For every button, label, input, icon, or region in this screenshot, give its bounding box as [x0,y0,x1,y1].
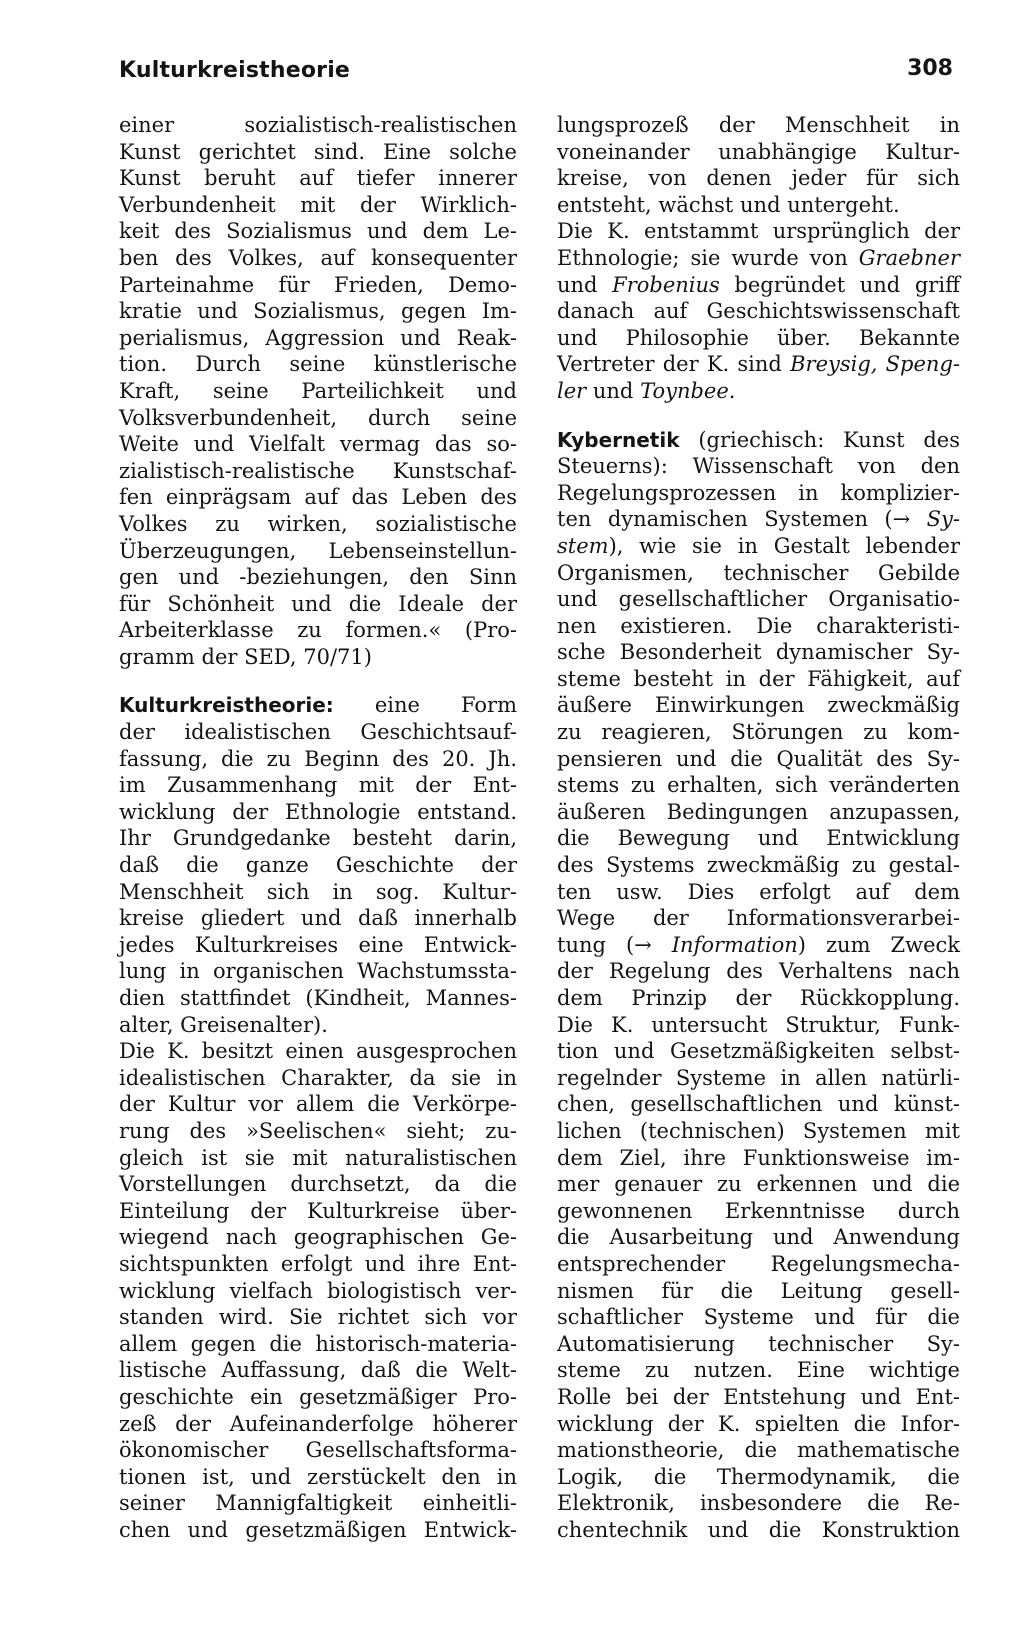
text-line [557,351,960,378]
text-line: Ihr Grundgedanke besteht darin, [119,826,517,851]
text-line: pensieren und die Qualität des Sy- [557,746,960,771]
text-line: ten usw. Dies erfolgt auf dem [557,879,960,904]
text-line: tion und Gesetzmäßigkeiten selbst- [557,1039,960,1064]
text-line: des Systems zweckmäßig zu gestal- [557,853,960,878]
text-line: allem gegen die historisch-materia- [119,1331,517,1356]
text-line: regelnder Systeme in allen natürli- [557,1065,960,1090]
text-fragment: und [592,378,634,403]
text-line: Weite und Vielfalt vermag das so- [119,432,517,457]
text-line: Arbeiterklasse zu formen.« (Pro- [119,618,517,643]
text-fragment: begründet und griff [734,272,960,297]
text-line: entsteht, wächst und untergeht. [557,192,900,217]
text-fragment: ), wie sie in Gestalt lebender [608,533,960,558]
text-line: fen einprägsam auf das Leben des [119,485,517,510]
text-line: gen und -beziehungen, den Sinn [119,565,517,590]
text-line: Rolle bei der Entstehung und Ent- [557,1384,960,1409]
text-line: ökonomischer Gesellschaftsforma- [119,1438,517,1463]
page-number: 308 [907,56,953,81]
text-line: gleich ist sie mit naturalistischen [119,1145,517,1170]
text-line: lung in organischen Wachstumssta- [119,959,517,984]
text-line: ben des Volkes, auf konsequenter [119,245,517,270]
text-line: Menschheit sich in sog. Kultur- [119,879,517,904]
entry-first-line [557,427,960,454]
left-paragraph-continuation [119,112,517,670]
entry-first-text: eine Form [374,693,517,718]
text-line: Kraft, seine Parteilichkeit und [119,378,517,403]
text-line: Überzeugungen, Lebenseinstellun- [119,538,517,563]
text-line: der Kultur vor allem die Verkörpe- [119,1092,517,1117]
right-paragraph-continuation [557,112,960,405]
text-line [557,245,960,272]
text-line: Kunst gerichtet sind. Eine solche [119,139,517,164]
text-line: Organismen, technischer Gebilde [557,560,960,585]
text-line: die Ausarbeitung und Anwendung [557,1225,960,1250]
entry-kulturkreistheorie [119,692,517,1543]
text-line: Wege der Informationsverarbei- [557,906,960,931]
text-line: chen und gesetzmäßigen Entwick- [119,1517,517,1542]
running-head: Kulturkreistheorie [119,58,351,83]
text-line: danach auf Geschichtswissenschaft [557,299,960,324]
text-line: geschichte ein gesetzmäßiger Pro- [119,1384,517,1409]
cross-reference-system: Sy- [926,507,960,532]
text-line: zeß der Aufeinanderfolge höherer [119,1411,517,1436]
text-line: lungsprozeß der Menschheit in [557,113,960,137]
cross-reference-system-end: stem [557,533,609,558]
text-line: voneinander unabhängige Kultur- [557,139,960,164]
text-line: entsprechender Regelungsmecha- [557,1251,960,1276]
text-line: dem Prinzip der Rückkopplung. [557,986,960,1010]
text-line: tionen ist, und zerstückelt den in [119,1464,517,1489]
text-line: nen existieren. Die charakteristi- [557,613,960,638]
text-line: kreise, von denen jeder für sich [557,166,960,191]
text-line: mer genauer zu erkennen und die [557,1172,960,1197]
entry-headword: Kybernetik [557,427,680,452]
text-fragment: Vertreter der K. sind [557,352,782,377]
text-line: und Philosophie über. Bekannte [557,325,960,350]
text-fragment: und [557,272,598,297]
text-line: Volksverbundenheit, durch seine [119,405,517,430]
text-line: wicklung der Ethnologie entstand. [119,799,517,824]
text-line: idealistischen Charakter, da sie in [119,1065,517,1090]
text-line: nismen für die Leitung gesell- [557,1278,960,1303]
text-line: perialismus, Aggression und Reak- [119,325,517,350]
cited-name-toynbee: Toynbee. [640,378,736,403]
text-line: äußere Einwirkungen zweckmäßig [557,693,960,718]
right-column [557,112,960,1543]
text-line: sche Besonderheit dynamischer Sy- [557,640,960,665]
text-line: jedes Kulturkreises eine Entwick- [119,932,517,957]
cited-name-frobenius: Frobenius [612,272,720,297]
text-line: Steuerns): Wissenschaft von den [557,454,960,479]
text-line: alter, Greisenalter). [119,1012,328,1037]
text-line: mationstheorie, die mathematische [557,1438,960,1463]
text-line: Volkes zu wirken, sozialistische [119,511,517,536]
text-line: Kunst beruht auf tiefer innerer [119,166,517,191]
text-line: wiegend nach geographischen Ge- [119,1225,517,1250]
text-line: zialistisch-realistische Kunstschaf- [119,458,517,483]
text-line: Einteilung der Kulturkreise über- [119,1198,517,1223]
text-line: wicklung der K. spielten die Infor- [557,1411,960,1436]
text-line: Vorstellungen durchsetzt, da die [119,1172,517,1197]
entry-spacer [557,405,960,427]
text-line: im Zusammenhang mit der Ent- [119,773,517,798]
text-line: äußeren Bedingungen anzupassen, [557,799,960,824]
text-fragment: ten dynamischen Systemen (→ [557,507,911,532]
text-line: Die K. entstammt ursprünglich der [557,219,960,244]
text-line: wicklung vielfach biologistisch ver- [119,1278,517,1303]
text-line: tion. Durch seine künstlerische [119,352,517,377]
text-line: stems zu erhalten, sich veränderten [557,773,960,798]
text-line: kreise gliedert und daß innerhalb [119,906,517,931]
text-line: zu reagieren, Störungen zu kom- [557,720,960,745]
text-line: Verbundenheit mit der Wirklich- [119,192,517,217]
left-column [119,112,517,1543]
text-line: dem Ziel, ihre Funktionsweise im- [557,1145,960,1170]
text-line: sichtspunkten erfolgt und ihre Ent- [119,1251,517,1276]
entry-first-line [119,692,517,719]
text-line: lichen (technischen) Systemen mit [557,1118,960,1143]
text-line: gewonnenen Erkenntnisse durch [557,1198,960,1223]
text-line [557,533,960,560]
text-line: daß die ganze Geschichte der [119,853,517,878]
text-line: seiner Mannigfaltigkeit einheitli- [119,1491,517,1516]
text-line: Regelungsprozessen in komplizier- [557,480,960,505]
text-line: der idealistischen Geschichtsauf- [119,720,517,745]
text-line: kratie und Sozialismus, gegen Im- [119,299,517,324]
entry-first-text: (griechisch: Kunst des [698,427,960,452]
text-line: steme besteht in der Fähigkeit, auf [557,666,960,691]
text-line: steme zu nutzen. Eine wichtige [557,1358,960,1383]
text-line: dien stattfindet (Kindheit, Mannes- [119,986,517,1010]
text-line: rung des »Seelischen« sieht; zu- [119,1118,517,1143]
cited-name-graebner: Graebner [858,245,960,270]
text-line: Automatisierung technischer Sy- [557,1331,960,1356]
text-fragment: ) zum Zweck [797,932,960,957]
text-line: fassung, die zu Beginn des 20. Jh. [119,746,517,771]
text-fragment: Ethnologie; sie wurde von [557,245,848,270]
text-line: Die K. untersucht Struktur, Funk- [557,1012,960,1037]
text-line [557,378,960,405]
text-line: und gesellschaftlicher Organisatio- [557,587,960,612]
entry-headword: Kulturkreistheorie: [119,693,334,718]
text-line: keit des Sozialismus und dem Le- [119,219,517,244]
cross-reference-information: Information [671,932,798,957]
text-line: Die K. besitzt einen ausgesprochen [119,1039,517,1064]
text-line: Parteinahme für Frieden, Demo- [119,272,517,297]
cited-name-breysig-spengler: Breysig, Speng- [790,352,960,377]
text-line: chentechnik und die Konstruktion [557,1517,960,1542]
text-fragment: tung (→ [557,932,652,957]
text-line: gramm der SED, 70/71) [119,644,372,669]
text-line: für Schönheit und die Ideale der [119,591,517,616]
text-line: listische Auffassung, daß die Welt- [119,1358,517,1383]
text-line [557,932,960,959]
entry-spacer [119,670,517,692]
text-line: standen wird. Sie richtet sich vor [119,1305,517,1330]
text-line: Elektronik, insbesondere die Re- [557,1491,960,1516]
text-line: die Bewegung und Entwicklung [557,826,960,851]
text-line: Logik, die Thermodynamik, die [557,1464,960,1489]
text-line [557,272,960,299]
text-line [557,506,960,533]
text-line: schaftlicher Systeme und für die [557,1305,960,1330]
text-line: einer sozialistisch-realistischen [119,113,517,137]
text-line: der Regelung des Verhaltens nach [557,959,960,984]
cited-name-spengler-end: ler [557,378,587,403]
entry-kybernetik [557,427,960,1544]
text-line: chen, gesellschaftlichen und künst- [557,1092,960,1117]
